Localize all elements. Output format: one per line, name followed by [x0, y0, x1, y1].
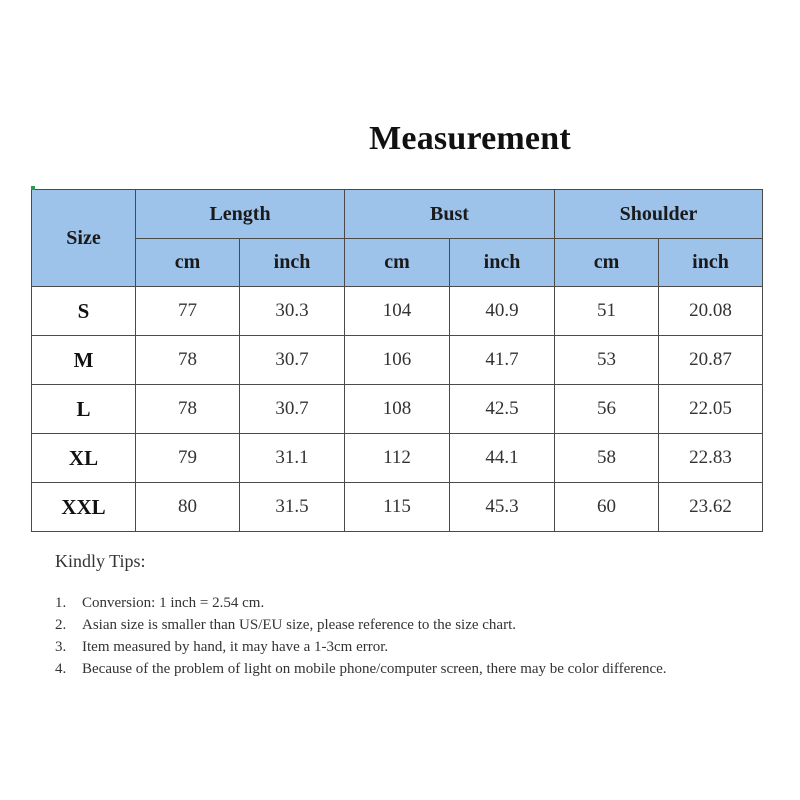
table-row [32, 385, 763, 434]
shoulder-inch-cell: 23.62 [659, 483, 763, 532]
tip-number: 1. [55, 595, 67, 611]
shoulder-cm-cell: 60 [555, 483, 659, 532]
shoulder-inch-cell: 22.05 [659, 385, 763, 434]
tips-list [55, 592, 755, 680]
shoulder-inch-header: inch [659, 239, 763, 287]
bust-cm-cell: 112 [345, 434, 450, 483]
table-row [32, 287, 763, 336]
table-row [32, 434, 763, 483]
bust-cm-header: cm [345, 239, 450, 287]
tips-heading: Kindly Tips: [55, 551, 146, 571]
shoulder-cm-header: cm [555, 239, 659, 287]
length-group-header: Length [136, 190, 345, 239]
size-column-header: Size [32, 190, 136, 287]
shoulder-inch-cell: 20.08 [659, 287, 763, 336]
list-item [55, 614, 755, 636]
size-cell: S [32, 287, 136, 336]
length-inch-cell: 30.7 [240, 336, 345, 385]
bust-inch-header: inch [450, 239, 555, 287]
tip-text: Conversion: 1 inch = 2.54 cm. [82, 595, 265, 611]
length-cm-cell: 79 [136, 434, 240, 483]
tips-section [55, 551, 755, 680]
bust-group-header: Bust [345, 190, 555, 239]
shoulder-group-header: Shoulder [555, 190, 763, 239]
tip-number: 2. [55, 617, 67, 633]
bust-inch-cell: 44.1 [450, 434, 555, 483]
corner-accent-mark [31, 186, 35, 190]
list-item [55, 658, 755, 680]
bust-inch-cell: 40.9 [450, 287, 555, 336]
tip-number: 4. [55, 661, 67, 677]
size-cell: M [32, 336, 136, 385]
length-inch-cell: 30.3 [240, 287, 345, 336]
page-title: Measurement [369, 120, 571, 157]
bust-cm-cell: 104 [345, 287, 450, 336]
bust-inch-cell: 41.7 [450, 336, 555, 385]
size-chart-table [31, 189, 763, 532]
list-item [55, 636, 755, 658]
tip-number: 3. [55, 639, 67, 655]
length-inch-cell: 30.7 [240, 385, 345, 434]
tip-text: Item measured by hand, it may have a 1-3cm error. [82, 639, 389, 655]
bust-inch-cell: 45.3 [450, 483, 555, 532]
size-cell: XL [32, 434, 136, 483]
shoulder-cm-cell: 56 [555, 385, 659, 434]
bust-cm-cell: 106 [345, 336, 450, 385]
shoulder-cm-cell: 53 [555, 336, 659, 385]
bust-inch-cell: 42.5 [450, 385, 555, 434]
length-cm-cell: 78 [136, 336, 240, 385]
table-row [32, 336, 763, 385]
length-cm-cell: 78 [136, 385, 240, 434]
shoulder-cm-cell: 58 [555, 434, 659, 483]
tip-text: Asian size is smaller than US/EU size, please reference to the size chart. [82, 617, 516, 633]
shoulder-inch-cell: 20.87 [659, 336, 763, 385]
size-cell: L [32, 385, 136, 434]
shoulder-inch-cell: 22.83 [659, 434, 763, 483]
table-row [32, 483, 763, 532]
length-cm-cell: 77 [136, 287, 240, 336]
size-cell: XXL [32, 483, 136, 532]
list-item [55, 592, 755, 614]
bust-cm-cell: 115 [345, 483, 450, 532]
length-inch-header: inch [240, 239, 345, 287]
shoulder-cm-cell: 51 [555, 287, 659, 336]
length-cm-header: cm [136, 239, 240, 287]
length-inch-cell: 31.1 [240, 434, 345, 483]
tip-text: Because of the problem of light on mobile phone/computer screen, there may be color difference. [82, 661, 667, 677]
length-cm-cell: 80 [136, 483, 240, 532]
bust-cm-cell: 108 [345, 385, 450, 434]
length-inch-cell: 31.5 [240, 483, 345, 532]
